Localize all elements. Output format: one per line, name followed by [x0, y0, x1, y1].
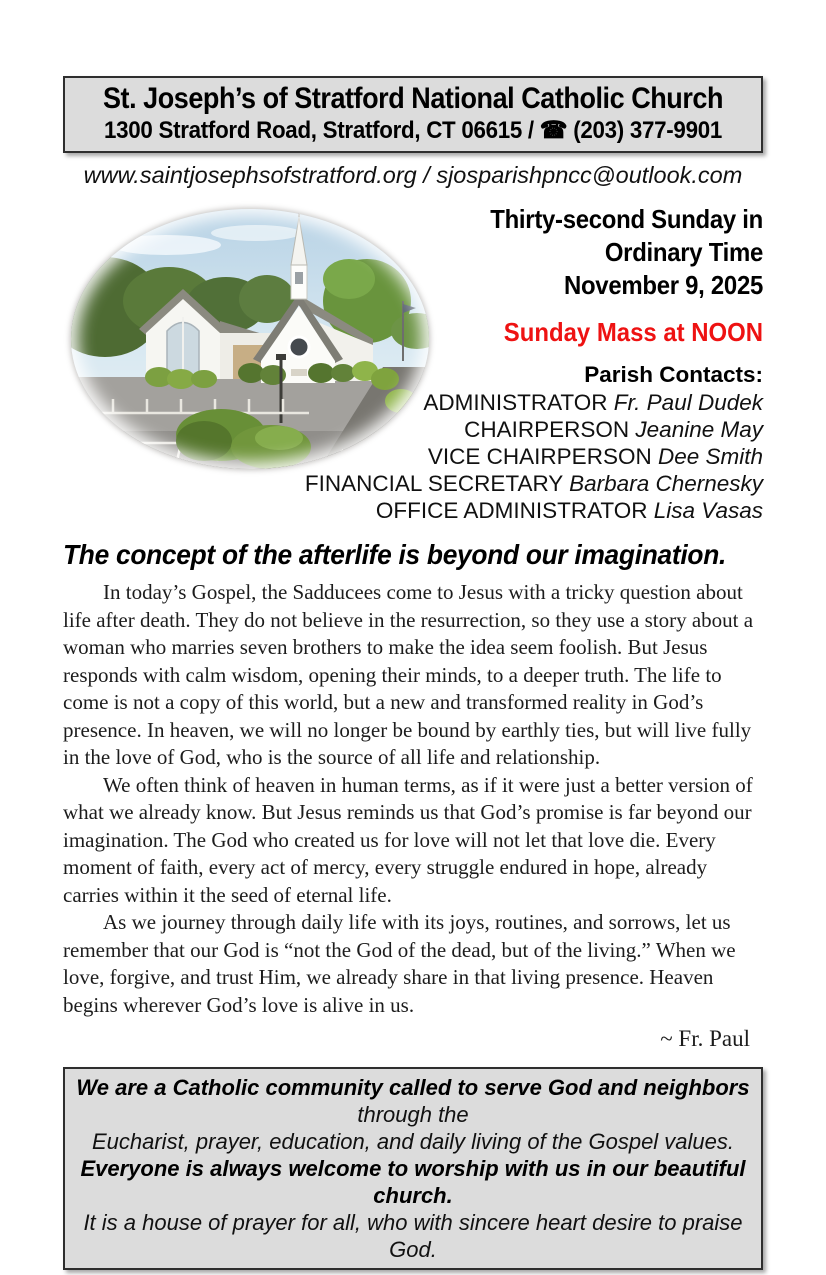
contact-name: Fr. Paul Dudek — [613, 390, 763, 415]
contact-role: CHAIRPERSON — [464, 417, 636, 442]
mission-line — [75, 1209, 751, 1263]
phone-number: (203) 377-9901 — [567, 117, 722, 144]
middle-section — [63, 203, 763, 523]
contact-row — [63, 443, 763, 470]
mission-regular-text: It is a house of prayer for all, who with sincere heart desire to praise God. — [83, 1210, 743, 1262]
article-paragraph: We often think of heaven in human terms, as if it were just a better version of what we already know. But Jesus reminds us that God’s promise is far beyond our imagination. The God who created us for love will not let that love die. Every moment of faith, every act of mercy, every struggle endured in hope, already carries within it the seed of eternal life. — [63, 772, 753, 907]
occasion-heading — [119, 203, 763, 302]
article-paragraph: As we journey through daily life with its joys, routines, and sorrows, let us remember that our God is “not the God of the dead, but of the living.” When we love, forgive, and trust Him, we already share in that living presence. Heaven begins wherever God’s love is alive in us. — [63, 910, 736, 1017]
contact-name: Dee Smith — [657, 444, 763, 469]
contact-name: Barbara Chernesky — [569, 471, 763, 496]
service-info-column — [63, 203, 763, 524]
article-signature: ~ Fr. Paul — [660, 1026, 750, 1051]
mission-line — [75, 1155, 751, 1209]
contact-name: Lisa Vasas — [653, 498, 763, 523]
contact-role: VICE CHAIRPERSON — [427, 444, 658, 469]
address-text: 1300 Stratford Road, Stratford, CT 06615 / — [104, 117, 540, 144]
contact-row — [63, 470, 763, 497]
church-title: St. Joseph’s of Stratford National Catholic Church — [102, 82, 724, 115]
occasion-line1: Thirty-second Sunday in — [490, 204, 763, 234]
mass-time-notice: Sunday Mass at NOON — [503, 317, 763, 347]
contact-name: Jeanine May — [635, 417, 763, 442]
contact-row — [63, 497, 763, 524]
article-headline: The concept of the afterlife is beyond our imagination. — [63, 539, 727, 570]
mission-regular-text: Eucharist, prayer, education, and daily living of the Gospel values. — [91, 1129, 735, 1154]
mission-statement-box — [63, 1067, 763, 1270]
church-header-box — [63, 76, 763, 153]
occasion-line2: Ordinary Time — [604, 237, 763, 267]
parish-contacts — [63, 361, 763, 524]
contact-role: FINANCIAL SECRETARY — [304, 471, 570, 496]
mission-bold-text: We are a Catholic community called to serve God and neighbors — [76, 1075, 750, 1100]
contact-role: ADMINISTRATOR — [423, 390, 614, 415]
mission-regular-text: through the — [357, 1102, 469, 1127]
church-address — [89, 116, 736, 145]
contact-row — [63, 389, 763, 416]
website-email-line: www.saintjosephsofstratford.org / sjosparishpncc@outlook.com — [83, 162, 743, 188]
mission-line — [75, 1128, 751, 1155]
article-body — [63, 579, 763, 1019]
contacts-heading: Parish Contacts: — [584, 362, 763, 387]
contact-row — [63, 416, 763, 443]
mission-bold-text: Everyone is always welcome to worship with us in our beautiful church. — [80, 1156, 746, 1208]
content-column — [63, 0, 763, 1270]
article-paragraph: In today’s Gospel, the Sadducees come to Jesus with a tricky question about life after death. They do not believe in the resurrection, so they use a story about a woman who marries seven brothers to make the idea seem foolish. But Jesus responds with calm wisdom, opening their minds, to a deeper truth. The life to come is not a copy of this world, but a new and transformed reality in God’s presence. In heaven, we will no longer be bound by earthly ties, but will live fully in the love of God, who is the source of all life and relationship. — [63, 580, 754, 769]
contact-role: OFFICE ADMINISTRATOR — [375, 498, 654, 523]
phone-icon: ☎ — [539, 117, 568, 144]
occasion-date: November 9, 2025 — [563, 270, 763, 300]
mission-line — [75, 1074, 751, 1128]
